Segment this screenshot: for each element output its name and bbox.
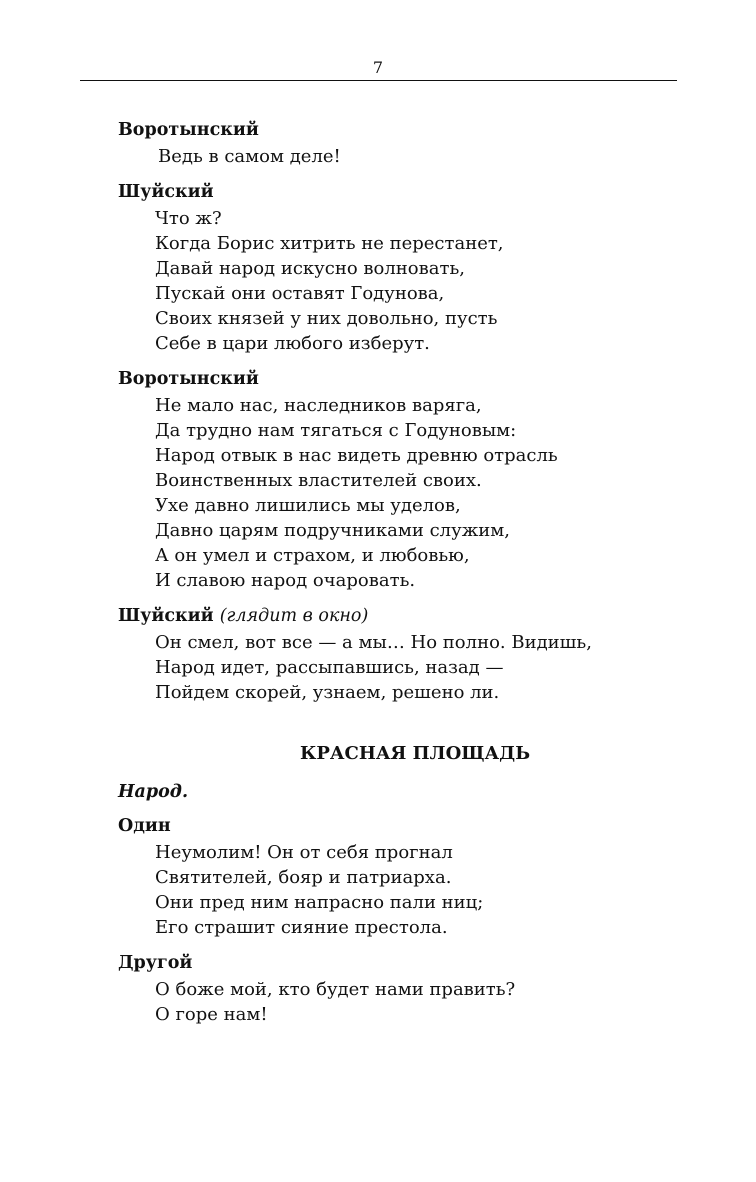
speech: [118, 604, 678, 705]
scene-title-text: КРАСНАЯ ПЛОЩАДЬ: [299, 743, 531, 764]
page-number: 7: [372, 58, 384, 77]
speaker-name: [118, 604, 678, 630]
verse-line: А он умел и страхом, и любовью,: [155, 545, 470, 566]
stage-direction: (глядит в окно): [219, 606, 369, 626]
verse-line: Он смел, вот все — а мы… Но полно. Видишь,: [155, 632, 592, 653]
verse-line: Народ отвык в нас видеть древню отрасль: [155, 445, 558, 466]
verse-line: Неумолим! Он от себя прогнал: [155, 842, 453, 863]
header-rule: [80, 80, 677, 81]
speaker-label: Один: [118, 816, 171, 836]
speech: [118, 951, 678, 1027]
speech: [118, 367, 678, 593]
dialogue-before-scene: [118, 118, 678, 705]
verse-line: Себе в цари любого изберут.: [155, 333, 430, 354]
speaker-label: Другой: [118, 953, 193, 973]
scene-setting: Народ.: [118, 782, 189, 802]
speaker-name: [118, 951, 678, 977]
play-text: [118, 118, 678, 1027]
verse-line: Не мало нас, наследников варяга,: [155, 395, 482, 416]
dialogue-after-scene: [118, 814, 678, 1027]
speaker-name: [118, 814, 678, 840]
verse-line: Пойдем скорей, узнаем, решено ли.: [155, 682, 500, 703]
speaker-name: [118, 118, 678, 144]
verse-line: Ведь в самом деле!: [158, 146, 341, 167]
speaker-label: Шуйский: [118, 606, 214, 626]
speaker-label: Воротынский: [118, 120, 259, 140]
verse-line: Народ идет, рассыпавшись, назад —: [155, 657, 504, 678]
verse-line: Пускай они оставят Годунова,: [155, 283, 445, 304]
verse-line: Воинственных властителей своих.: [155, 470, 482, 491]
speech: [118, 180, 678, 356]
speaker-name: [118, 367, 678, 393]
speaker-label: Воротынский: [118, 369, 259, 389]
verse-line: Давай народ искусно волновать,: [155, 258, 465, 279]
scene-title: [117, 741, 677, 767]
verse-line: И славою народ очаровать.: [155, 570, 416, 591]
speech: [118, 814, 678, 940]
verse-line: О горе нам!: [155, 1004, 268, 1025]
verse-line: Давно царям подручниками служим,: [155, 520, 510, 541]
verse-line: Да трудно нам тягаться с Годуновым:: [155, 420, 517, 441]
verse-line: Когда Борис хитрить не перестанет,: [155, 233, 504, 254]
verse-line: Своих князей у них довольно, пусть: [155, 308, 498, 329]
verse-line: О боже мой, кто будет нами править?: [155, 979, 516, 1000]
verse-line: Они пред ним напрасно пали ниц;: [155, 892, 484, 913]
verse-line: Что ж?: [155, 208, 222, 229]
verse-line: Святителей, бояр и патриарха.: [155, 867, 452, 888]
speech: [118, 118, 678, 169]
speaker-name: [118, 180, 678, 206]
verse-line: Его страшит сияние престола.: [155, 917, 448, 938]
verse-line: Ухе давно лишились мы уделов,: [155, 495, 461, 516]
speaker-label: Шуйский: [118, 182, 214, 202]
